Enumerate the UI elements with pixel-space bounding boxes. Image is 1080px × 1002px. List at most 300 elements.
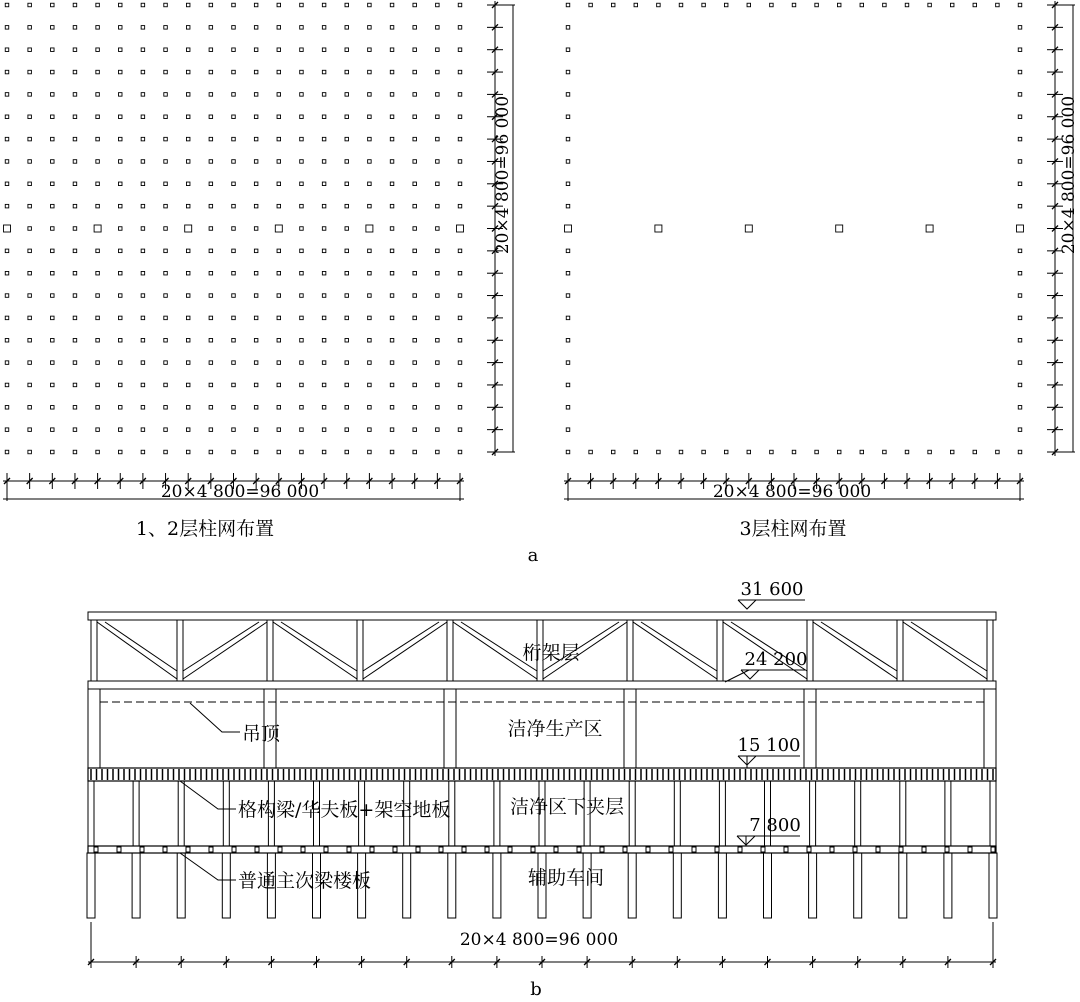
column-marker (458, 137, 462, 141)
auxiliary-column (718, 853, 726, 918)
subfloor-column (629, 781, 635, 846)
column-marker (209, 249, 213, 253)
column-marker (390, 182, 394, 186)
column-marker (300, 48, 304, 52)
column-marker (300, 227, 304, 231)
column-marker (345, 450, 349, 454)
column-marker (300, 339, 304, 343)
column-marker (1018, 361, 1022, 365)
column-marker (254, 339, 258, 343)
right-grid-caption: 3层柱网布置 (739, 518, 847, 540)
truss-diagonal-inner (363, 622, 439, 671)
column-marker (345, 271, 349, 275)
column-marker (73, 450, 77, 454)
column-marker (566, 428, 570, 432)
auxiliary-column (989, 853, 997, 918)
column-marker (232, 383, 236, 387)
column-marker (300, 294, 304, 298)
column-marker (390, 428, 394, 432)
column-marker (209, 406, 213, 410)
column-marker (390, 361, 394, 365)
column-marker (28, 383, 32, 387)
column-marker (96, 406, 100, 410)
column-marker (186, 26, 190, 30)
column-marker (119, 316, 123, 320)
column-marker (5, 428, 9, 432)
secondary-beam (301, 847, 305, 852)
column-marker (390, 406, 394, 410)
secondary-beam (991, 847, 995, 852)
column-marker (277, 204, 281, 208)
column-marker (254, 271, 258, 275)
column-marker (5, 361, 9, 365)
column-marker (300, 26, 304, 30)
panel-b-label: b (530, 979, 542, 1000)
column-marker (322, 271, 326, 275)
column-marker (28, 316, 32, 320)
column-marker (1018, 93, 1022, 97)
column-marker (322, 26, 326, 30)
callout-waffle-leader (180, 781, 236, 809)
column-marker (390, 271, 394, 275)
column-marker (141, 383, 145, 387)
column-marker (815, 3, 819, 7)
column-marker (277, 137, 281, 141)
column-marker (186, 361, 190, 365)
column-marker (186, 204, 190, 208)
column-marker (28, 3, 32, 7)
secondary-beam (761, 847, 765, 852)
column-marker (566, 383, 570, 387)
subfloor-column (494, 781, 500, 846)
column-marker (277, 406, 281, 410)
subfloor-column (719, 781, 725, 846)
secondary-beam (278, 847, 282, 852)
column-marker (141, 204, 145, 208)
column-marker (119, 428, 123, 432)
column-marker (368, 70, 372, 74)
column-marker (390, 137, 394, 141)
column-marker (119, 93, 123, 97)
column-marker (28, 48, 32, 52)
column-marker (164, 93, 168, 97)
column-marker (368, 294, 372, 298)
column-marker (368, 249, 372, 253)
column-marker (28, 361, 32, 365)
column-marker (611, 450, 615, 454)
column-marker (119, 26, 123, 30)
truss-diagonal (903, 622, 987, 679)
column-marker (413, 406, 417, 410)
column-marker (322, 137, 326, 141)
column-marker (28, 137, 32, 141)
column-marker (51, 3, 55, 7)
secondary-beam (485, 847, 489, 852)
column-marker (1018, 249, 1022, 253)
column-marker (390, 450, 394, 454)
callout-ceiling-leader (190, 703, 240, 732)
column-marker (209, 227, 213, 231)
column-marker (413, 93, 417, 97)
secondary-beam (922, 847, 926, 852)
column-marker (413, 227, 417, 231)
column-marker (96, 182, 100, 186)
column-marker (141, 339, 145, 343)
column-marker (5, 339, 9, 343)
secondary-beam (416, 847, 420, 852)
elevation-clean-floor-label: 15 100 (737, 735, 801, 756)
truss-diagonal-inner (105, 622, 177, 671)
column-marker (300, 361, 304, 365)
column-marker (345, 383, 349, 387)
column-marker (232, 450, 236, 454)
subfloor-column (945, 781, 951, 846)
callout-normal-leader (180, 853, 236, 880)
column-marker (836, 225, 843, 232)
column-marker (119, 383, 123, 387)
truss-vertical (807, 620, 813, 681)
subfloor-column (900, 781, 906, 846)
column-marker (883, 3, 887, 7)
column-marker (51, 406, 55, 410)
column-marker (345, 249, 349, 253)
column-marker (413, 204, 417, 208)
column-marker (300, 271, 304, 275)
column-marker (345, 182, 349, 186)
column-marker (1018, 383, 1022, 387)
column-marker (436, 137, 440, 141)
column-marker (164, 137, 168, 141)
column-marker (566, 204, 570, 208)
column-marker (300, 450, 304, 454)
column-marker (277, 339, 281, 343)
secondary-beam (232, 847, 236, 852)
column-marker (164, 204, 168, 208)
column-marker (96, 115, 100, 119)
column-marker (209, 3, 213, 7)
column-marker (141, 93, 145, 97)
column-marker (390, 204, 394, 208)
column-marker (209, 383, 213, 387)
column-marker (277, 93, 281, 97)
auxiliary-column (673, 853, 681, 918)
elevation-aux-top-label: 7 800 (749, 815, 801, 836)
column-marker (345, 227, 349, 231)
column-marker (928, 450, 932, 454)
column-marker (566, 160, 570, 164)
column-marker (254, 160, 258, 164)
column-marker (73, 361, 77, 365)
column-marker (702, 450, 706, 454)
subfloor-column (133, 781, 139, 846)
column-marker (1018, 204, 1022, 208)
subfloor-column (990, 781, 996, 846)
secondary-beam (945, 847, 949, 852)
column-marker (345, 26, 349, 30)
column-marker (119, 339, 123, 343)
column-marker (436, 93, 440, 97)
column-marker (164, 383, 168, 387)
secondary-beam (531, 847, 535, 852)
column-marker (1018, 182, 1022, 186)
column-marker (368, 406, 372, 410)
column-marker (186, 115, 190, 119)
column-marker (164, 48, 168, 52)
column-marker (186, 249, 190, 253)
subfloor-column (855, 781, 861, 846)
column-marker (390, 383, 394, 387)
normal-beam-slab (88, 846, 996, 853)
column-marker (209, 137, 213, 141)
column-marker (345, 48, 349, 52)
column-marker (436, 383, 440, 387)
column-marker (73, 383, 77, 387)
column-marker (96, 450, 100, 454)
column-marker (186, 137, 190, 141)
column-marker (51, 450, 55, 454)
column-marker (141, 182, 145, 186)
column-marker (28, 70, 32, 74)
column-marker (96, 294, 100, 298)
column-marker (1018, 160, 1022, 164)
column-marker (566, 93, 570, 97)
column-marker (458, 3, 462, 7)
column-marker (368, 204, 372, 208)
column-marker (96, 160, 100, 164)
column-marker (322, 3, 326, 7)
callout-normal-slab: 普通主次梁楼板 (238, 870, 372, 892)
column-marker (1018, 294, 1022, 298)
column-marker (322, 428, 326, 432)
column-marker (458, 115, 462, 119)
column-marker (186, 450, 190, 454)
column-marker (1017, 225, 1024, 232)
column-marker (119, 406, 123, 410)
column-marker (1018, 428, 1022, 432)
column-marker (164, 227, 168, 231)
column-marker (254, 428, 258, 432)
column-marker (345, 3, 349, 7)
column-marker (5, 182, 9, 186)
column-marker (905, 450, 909, 454)
column-marker (589, 3, 593, 7)
column-marker (413, 137, 417, 141)
column-marker (883, 450, 887, 454)
column-marker (436, 339, 440, 343)
column-marker (458, 316, 462, 320)
column-marker (28, 182, 32, 186)
column-marker (458, 361, 462, 365)
column-marker (1018, 316, 1022, 320)
column-marker (1018, 115, 1022, 119)
column-marker (390, 48, 394, 52)
column-marker (141, 294, 145, 298)
column-marker (232, 406, 236, 410)
panel-a-label: a (527, 545, 539, 566)
column-marker (73, 70, 77, 74)
column-marker (413, 383, 417, 387)
column-marker (232, 249, 236, 253)
column-marker (566, 137, 570, 141)
column-marker (51, 70, 55, 74)
column-marker (436, 3, 440, 7)
right-grid-horizontal-dimension: 20×4 800=96 000 (712, 482, 872, 502)
column-marker (164, 70, 168, 74)
column-marker (73, 48, 77, 52)
column-marker (345, 93, 349, 97)
column-marker (860, 3, 864, 7)
column-marker (209, 115, 213, 119)
column-marker (436, 48, 440, 52)
column-marker (322, 249, 326, 253)
column-marker (950, 450, 954, 454)
secondary-beam (784, 847, 788, 852)
column-marker (566, 26, 570, 30)
column-marker (860, 450, 864, 454)
column-marker (996, 3, 1000, 7)
column-marker (322, 182, 326, 186)
column-marker (254, 316, 258, 320)
column-marker (164, 339, 168, 343)
column-marker (1018, 339, 1022, 343)
auxiliary-column (764, 853, 772, 918)
truss-vertical (91, 620, 97, 681)
column-marker (254, 48, 258, 52)
column-marker (119, 48, 123, 52)
clean-zone-column (88, 689, 100, 768)
column-marker (702, 3, 706, 7)
column-marker (345, 70, 349, 74)
column-marker (368, 93, 372, 97)
column-marker (254, 137, 258, 141)
column-marker (164, 115, 168, 119)
secondary-beam (186, 847, 190, 852)
column-marker (322, 316, 326, 320)
column-marker (277, 271, 281, 275)
column-marker (28, 227, 32, 231)
column-marker (5, 249, 9, 253)
column-marker (51, 339, 55, 343)
column-marker (209, 48, 213, 52)
column-marker (51, 249, 55, 253)
column-marker (366, 225, 373, 232)
column-marker (275, 225, 282, 232)
column-marker (724, 450, 728, 454)
callout-waffle-slab: 格构梁/华夫板+架空地板 (238, 799, 451, 821)
column-marker (232, 48, 236, 52)
column-marker (566, 3, 570, 7)
column-marker (679, 3, 683, 7)
column-marker (73, 160, 77, 164)
column-marker (5, 316, 9, 320)
truss-vertical (987, 620, 993, 681)
auxiliary-column (809, 853, 817, 918)
column-marker (413, 361, 417, 365)
column-marker (368, 361, 372, 365)
column-marker (322, 383, 326, 387)
column-marker (73, 137, 77, 141)
column-marker (96, 48, 100, 52)
truss-vertical (177, 620, 183, 681)
column-marker (119, 271, 123, 275)
column-marker (164, 160, 168, 164)
truss-vertical (627, 620, 633, 681)
column-marker (458, 70, 462, 74)
column-marker (322, 93, 326, 97)
column-marker (141, 3, 145, 7)
column-marker (164, 450, 168, 454)
column-marker (926, 225, 933, 232)
column-marker (164, 3, 168, 7)
column-marker (458, 450, 462, 454)
column-marker (322, 115, 326, 119)
secondary-beam (968, 847, 972, 852)
column-marker (73, 3, 77, 7)
column-marker (254, 383, 258, 387)
column-marker (141, 271, 145, 275)
column-marker (300, 3, 304, 7)
column-marker (436, 26, 440, 30)
column-marker (254, 227, 258, 231)
column-marker (815, 450, 819, 454)
elevation-truss-bottom-label: 24 200 (744, 649, 808, 670)
truss-diagonal (633, 622, 717, 679)
auxiliary-column (854, 853, 862, 918)
column-marker (345, 160, 349, 164)
column-marker (28, 115, 32, 119)
column-marker (5, 383, 9, 387)
column-marker (28, 26, 32, 30)
column-marker (164, 26, 168, 30)
column-marker (186, 48, 190, 52)
column-marker (5, 204, 9, 208)
column-marker (232, 271, 236, 275)
column-marker (51, 137, 55, 141)
column-marker (973, 450, 977, 454)
column-marker (413, 182, 417, 186)
column-marker (4, 225, 11, 232)
column-marker (1018, 137, 1022, 141)
secondary-beam (623, 847, 627, 852)
clean-zone-column (444, 689, 456, 768)
column-marker (390, 294, 394, 298)
column-marker (5, 406, 9, 410)
column-marker (5, 137, 9, 141)
column-marker (368, 26, 372, 30)
column-marker (5, 93, 9, 97)
column-marker (209, 316, 213, 320)
column-marker (119, 3, 123, 7)
column-marker (254, 450, 258, 454)
column-marker (792, 450, 796, 454)
section-bottom-dimension: 20×4 800=96 000 (459, 930, 619, 950)
zone-clean-production: 洁净生产区 (507, 718, 603, 740)
column-marker (277, 316, 281, 320)
column-marker (458, 294, 462, 298)
secondary-beam (508, 847, 512, 852)
column-marker (119, 70, 123, 74)
column-marker (413, 48, 417, 52)
column-marker (119, 204, 123, 208)
column-marker (96, 137, 100, 141)
column-marker (368, 428, 372, 432)
column-marker (457, 225, 464, 232)
column-marker (119, 227, 123, 231)
column-marker (232, 3, 236, 7)
left-grid-vertical-dimension: 20×4 800=96 000 (493, 95, 513, 255)
column-marker (413, 3, 417, 7)
column-marker (96, 70, 100, 74)
